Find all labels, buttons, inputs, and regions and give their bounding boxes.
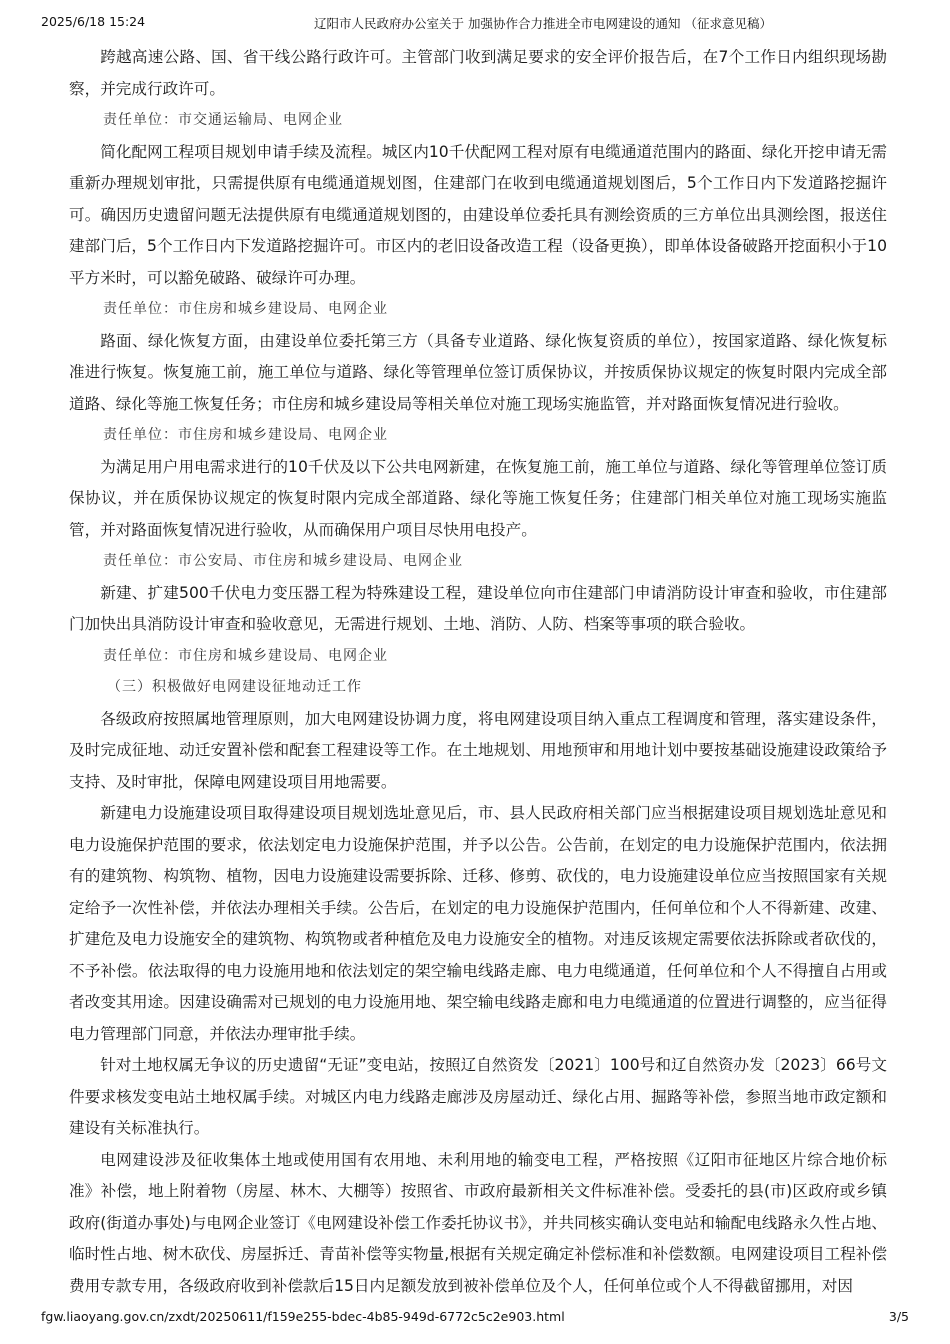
paragraph: 针对土地权属无争议的历史遗留“无证”变电站，按照辽自然资发〔2021〕100号和辽自然资办发〔2023〕66号文件要求核发变电站土地权属手续。对城区内电力线路走廊涉及房屋动迁、绿化占用、掘路等补偿，参照当地市政定额和建设有关标准执行。 <box>69 1056 887 1137</box>
responsible-unit: 责任单位：市住房和城乡建设局、电网企业 <box>103 647 388 664</box>
paragraph: 为满足用户用电需求进行的10千伏及以下公共电网新建，在恢复施工前，施工单位与道路、绿化等管理单位签订质保协议，并在质保协议规定的恢复时限内完成全部道路、绿化等施工恢复任务；住建部门相关单位对施工现场实施监管，并对路面恢复情况进行验收，从而确保用户项目尽快用电投产。 <box>69 457 887 539</box>
print-datetime: 2025/6/18 15:24 <box>41 14 146 29</box>
page-url: fgw.liaoyang.gov.cn/zxdt/20250611/f159e255-bdec-4b85-949d-6772c5c2e903.html <box>41 1309 565 1324</box>
responsible-unit: 责任单位：市公安局、市住房和城乡建设局、电网企业 <box>103 553 463 569</box>
responsible-unit: 责任单位：市交通运输局、电网企业 <box>103 112 343 128</box>
paragraph: 各级政府按照属地管理原则，加大电网建设协调力度，将电网建设项目纳入重点工程调度和管理，落实建设条件，及时完成征地、动迁安置补偿和配套工程建设等工作。在土地规划、用地预审和用地计划中要按基础设施建设政策给予支持、及时审批，保障电网建设项目用地需要。 <box>69 709 887 791</box>
section-heading: （三）积极做好电网建设征地动迁工作 <box>107 679 362 695</box>
paragraph: 简化配网工程项目规划申请手续及流程。城区内10千伏配网工程对原有电缆通道范围内的路面、绿化开挖申请无需重新办理规划审批，只需提供原有电缆通道规划图，住建部门在收到电缆通道规划图后，5个工作日内下发道路挖掘许可。确因历史遗留问题无法提供原有电缆通道规划图的，由建设单位委托具有测绘资质的三方单位出具测绘图，报送住建部门后，5个工作日内下发道路挖掘许可。市区内的老旧设备改造工程（设备更换），即单体设备破路开挖面积小于10平方米时，可以豁免破路、破绿许可办理。 <box>69 142 887 287</box>
paragraph: 路面、绿化恢复方面，由建设单位委托第三方（具备专业道路、绿化恢复资质的单位），按国家道路、绿化恢复标准进行恢复。恢复施工前，施工单位与道路、绿化等管理单位签订质保协议，并按质保协议规定的恢复时限内完成全部道路、绿化等施工恢复任务；市住房和城乡建设局等相关单位对施工现场实施监管，并对路面恢复情况进行验收。 <box>69 331 887 413</box>
print-footer <box>0 1309 950 1329</box>
paragraph: 新建电力设施建设项目取得建设项目规划选址意见后，市、县人民政府相关部门应当根据建设项目规划选址意见和电力设施保护范围的要求，依法划定电力设施保护范围，并予以公告。公告前，在划定的电力设施保护范围内，依法拥有的建筑物、构筑物、植物，因电力设施建设需要拆除、迁移、修剪、砍伐的，电力设施建设单位应当按照国家有关规定给予一次性补偿，并依法办理相关手续。公告后，在划定的电力设施保护范围内，任何单位和个人不得新建、改建、扩建危及电力设施安全的建筑物、构筑物或者种植危及电力设施安全的植物。对违反该规定需要依法拆除或者砍伐的，不予补偿。依法取得的电力设施用地和依法划定的架空输电线路走廊、电力电缆通道，任何单位和个人不得擅自占用或者改变其用途。因建设确需对已规划的电力设施用地、架空输电线路走廊和电力电缆通道的位置进行调整的，应当征得电力管理部门同意，并依法办理审批手续。 <box>69 804 887 1043</box>
document-title: 辽阳市人民政府办公室关于 加强协作合力推进全市电网建设的通知 （征求意见稿） <box>314 16 772 31</box>
paragraph: 新建、扩建500千伏电力变压器工程为特殊建设工程，建设单位向市住建部门申请消防设计审查和验收，市住建部门加快出具消防设计审查和验收意见，无需进行规划、土地、消防、人防、档案等事项的联合验收。 <box>69 583 887 633</box>
responsible-unit: 责任单位：市住房和城乡建设局、电网企业 <box>103 427 388 443</box>
responsible-unit: 责任单位：市住房和城乡建设局、电网企业 <box>103 301 388 317</box>
paragraph: 电网建设涉及征收集体土地或使用国有农用地、未利用地的输变电工程，严格按照《辽阳市征地区片综合地价标准》补偿，地上附着物（房屋、林木、大棚等）按照省、市政府最新相关文件标准补偿。受委托的县(市)区政府或乡镇政府(街道办事处)与电网企业签订《电网建设补偿工作委托协议书》，并共同核实确认变电站和输配电线路永久性占地、临时性占地、树木砍伐、房屋拆迁、青苗补偿等实物量,根据有关规定确定补偿标准和补偿数额。电网建设项目工程补偿费用专款专用，各级政府收到补偿款后15日内足额发放到被补偿单位及个人，任何单位或个人不得截留挪用，对因 <box>69 1150 887 1295</box>
print-header <box>0 14 950 34</box>
paragraph: 跨越高速公路、国、省干线公路行政许可。主管部门收到满足要求的安全评价报告后，在7个工作日内组织现场勘察，并完成行政许可。 <box>69 48 887 98</box>
document-body <box>69 42 887 1302</box>
page-number: 3/5 <box>888 1309 909 1324</box>
